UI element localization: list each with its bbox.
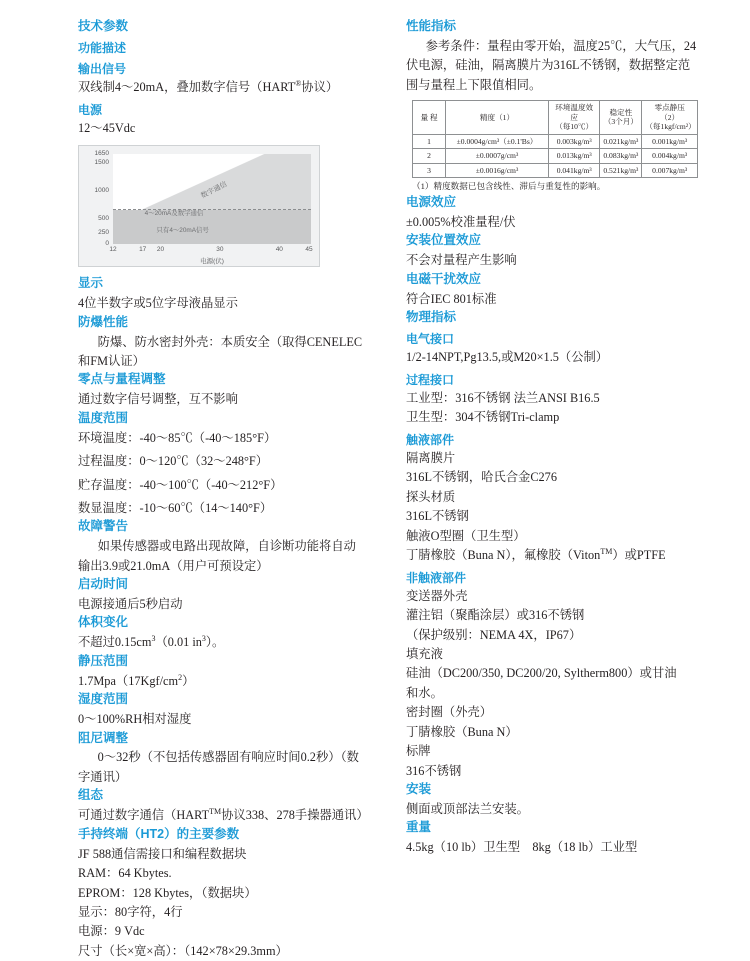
fill-fluid-value-cont: 和水。	[406, 685, 443, 700]
ambient-temperature: 环境温度：-40～85℃（-40～185°F）	[78, 430, 277, 445]
installation-text: 侧面或顶部法兰安装。	[406, 801, 529, 816]
viton-sup: TM	[600, 546, 613, 556]
mounting-position-effect-text: 不会对量程产生影响	[406, 253, 517, 268]
hart-trademark-sup: ®	[295, 79, 302, 89]
table-cell-r2c2: ±0.0007g/cm³	[446, 149, 549, 163]
power-supply-value: 12～45Vdc	[78, 120, 136, 135]
configuration-text	[78, 806, 378, 825]
handheld-power: 电源：9 Vdc	[78, 924, 145, 939]
chart-x-axis	[109, 246, 313, 256]
section-title-weight: 重量	[406, 820, 432, 835]
wetted-diaphragm-material: 316L不锈钢，哈氏合金C276	[406, 470, 557, 485]
performance-line2: 伏电源，硅油，隔离膜片为316L不锈钢，数据整定范	[406, 58, 691, 73]
left-column	[78, 18, 378, 961]
section-title-temperature-range: 温度范围	[78, 410, 129, 425]
table-cell-r3c2: ±0.0016g/cm³	[446, 163, 549, 177]
table-header-temp-effect	[549, 101, 600, 134]
table-cell-r3c3: 0.041kg/m³	[549, 163, 600, 177]
chart-annotation-digital: 数字通信	[200, 180, 229, 200]
zero-span-adjust-text: 通过数字信号调整，互不影响	[78, 392, 238, 407]
performance-line3: 围与量程上下限值相同。	[406, 77, 542, 92]
table-cell-r3c5: 0.007kg/m³	[642, 163, 698, 177]
process-connection-sanitary: 卫生型：304不锈钢Tri-clamp	[406, 410, 560, 425]
chart-xtick-2: 20	[156, 246, 165, 254]
volume-change-b: （0.01 in	[155, 635, 202, 650]
static-pressure-sup: 2	[178, 672, 183, 682]
table-row	[413, 149, 698, 163]
fault-alarm-line1: 如果传感器或电路出现故障，自诊断功能将自动	[97, 539, 356, 554]
table-header-zero-static-sub: （每1kgf/cm²）	[645, 122, 696, 132]
chart-xtick-5: 45	[305, 246, 313, 254]
power-effect-text: ±0.005%校准量程/伏	[406, 214, 516, 229]
table-row	[413, 163, 698, 177]
subsection-electrical-connection: 电气接口	[406, 331, 455, 346]
weight-text: 4.5kg（10 lb）卫生型 8kg（18 lb）工业型	[406, 840, 638, 855]
configuration-a: 可通过数字通信（HART	[78, 808, 210, 823]
chart-ytick-5: 0	[105, 239, 109, 247]
seal-material: 丁腈橡胶（Buna N）	[406, 724, 518, 739]
chart-ytick-0: 1650	[94, 150, 109, 158]
power-supply-chart	[78, 145, 320, 267]
wetted-oring-a: 丁腈橡胶（Buna N），氟橡胶（Viton	[406, 548, 601, 563]
section-title-volume-change: 体积变化	[78, 615, 129, 630]
table-cell-r1c3: 0.003kg/m³	[549, 134, 600, 148]
section-title-installation: 安装	[406, 782, 432, 797]
section-title-emi-effect: 电磁干扰效应	[406, 271, 482, 286]
emi-effect-text: 符合IEC 801标准	[406, 291, 497, 306]
table-header-accuracy: 精度（1）	[446, 101, 549, 134]
section-title-static-pressure: 静压范围	[78, 653, 129, 668]
performance-line1: 参考条件：量程由零开始，温度25℃，大气压，24	[425, 38, 697, 53]
output-signal-text-b: 协议）	[301, 80, 339, 95]
table-cell-r2c4: 0.083kg/m³	[600, 149, 642, 163]
table-cell-r1c4: 0.021kg/m³	[600, 134, 642, 148]
static-pressure-b: ）	[182, 673, 195, 688]
electrical-connection-text: 1/2-14NPT,Pg13.5,或M20×1.5（公制）	[406, 350, 609, 365]
table-cell-r2c1: 2	[413, 149, 446, 163]
chart-xtick-1: 17	[139, 246, 147, 254]
wetted-oring-b: ）或PTFE	[612, 548, 666, 563]
display-temperature: 数显温度：-10～60℃（14～140°F）	[78, 500, 273, 515]
display-text: 4位半数字或5位字母液晶显示	[78, 296, 238, 311]
volume-change-sup2: 3	[201, 634, 206, 644]
subsection-process-connection: 过程接口	[406, 372, 455, 387]
table-cell-r3c4: 0.521kg/m³	[600, 163, 642, 177]
subsection-function-description: 功能描述	[78, 40, 127, 55]
section-title-technical-parameters: 技术参数	[78, 19, 129, 33]
section-title-startup-time: 启动时间	[78, 577, 129, 592]
table-cell-r2c3: 0.013kg/m³	[549, 149, 600, 163]
table-header-row	[413, 101, 698, 134]
chart-threshold-line	[113, 209, 311, 210]
volume-change-text	[78, 633, 378, 652]
probe-material-label: 探头材质	[406, 489, 456, 504]
handheld-line1: JF 588通信需接口和编程数据块	[78, 846, 247, 861]
static-pressure-text	[78, 672, 378, 691]
probe-material-value: 316L不锈钢	[406, 509, 469, 524]
section-title-fault-alarm: 故障警告	[78, 519, 129, 534]
process-connection-industrial: 工业型：316不锈钢 法兰ANSI B16.5	[406, 390, 600, 405]
volume-change-a: 不超过0.15cm	[78, 635, 152, 650]
humidity-range-text: 0～100%RH相对湿度	[78, 712, 192, 727]
chart-plot-area	[113, 154, 311, 244]
section-title-mounting-position-effect: 安装位置效应	[406, 233, 482, 248]
subsection-power-supply: 电源	[78, 102, 103, 117]
handheld-display: 显示：80字符，4行	[78, 904, 183, 919]
performance-spec-table	[412, 100, 698, 178]
section-title-performance: 性能指标	[406, 19, 457, 33]
table-header-temp-effect-sub: （每10℃）	[555, 122, 594, 132]
configuration-b: 协议338、278手操器通讯）	[221, 808, 369, 823]
table-cell-r1c5: 0.001kg/m³	[642, 134, 698, 148]
two-column-layout	[78, 18, 724, 961]
configuration-sup: TM	[209, 807, 222, 817]
section-title-physical-spec: 物理指标	[406, 310, 457, 325]
storage-temperature: 贮存温度：-40～100℃（-40～212°F）	[78, 477, 283, 492]
table-cell-r3c1: 3	[413, 163, 446, 177]
chart-xtick-0: 12	[109, 246, 117, 254]
damping-line1: 0～32秒（不包括传感器固有响应时间0.2秒）（数	[97, 750, 359, 765]
handheld-dimensions: 尺寸（长×宽×高）：（142×78×29.3mm）	[78, 943, 288, 958]
housing-material: 灌注铝（聚酯涂层）或316不锈钢	[406, 608, 585, 623]
section-title-explosion-proof: 防爆性能	[78, 314, 129, 329]
section-title-handheld-terminal: 手持终端（HT2）的主要参数	[78, 826, 240, 841]
chart-ytick-2: 1000	[94, 187, 109, 195]
chart-xtick-3: 30	[216, 246, 224, 254]
chart-region-analog	[113, 210, 311, 244]
table-header-zero-static	[642, 101, 698, 134]
chart-annotation-both: 4～20mA及数字通信	[144, 210, 204, 218]
wetted-oring-material	[406, 546, 706, 565]
table-header-stability-main: 稳定性	[609, 107, 633, 117]
chart-y-axis	[79, 150, 111, 247]
damping-line2: 字通讯）	[78, 769, 128, 784]
table-row	[413, 134, 698, 148]
table-cell-r1c2: ±0.0004g/cm³（±0.1'Bs）	[446, 134, 549, 148]
output-signal-text	[78, 78, 378, 97]
table-header-zero-static-main: 零点静压（2）	[654, 103, 685, 122]
chart-x-axis-label: 电源(伏)	[200, 258, 224, 266]
static-pressure-a: 1.7Mpa（17Kgf/cm	[78, 673, 179, 688]
table-cell-r2c5: 0.004kg/m³	[642, 149, 698, 163]
housing-protection: （保护级别：NEMA 4X，IP67）	[406, 627, 582, 642]
table-header-stability-sub: （3个月）	[603, 117, 638, 127]
nameplate-material: 316不锈钢	[406, 763, 462, 778]
handheld-eprom: EPROM：128 Kbytes，（数据块）	[78, 885, 257, 900]
startup-time-text: 电源接通后5秒启动	[78, 597, 183, 612]
chart-xtick-4: 40	[275, 246, 283, 254]
subsection-non-wetted-parts: 非触液部件	[406, 570, 467, 585]
chart-ytick-3: 500	[98, 215, 109, 223]
table-header-temp-effect-main: 环境温度效应	[555, 103, 594, 122]
section-title-power-effect: 电源效应	[406, 195, 457, 210]
table-header-stability	[600, 101, 642, 134]
wetted-diaphragm-label: 隔离膜片	[406, 450, 456, 465]
section-title-damping-adjust: 阻尼调整	[78, 730, 129, 745]
section-title-display: 显示	[78, 276, 104, 291]
nameplate-label: 标牌	[406, 744, 431, 759]
subsection-wetted-parts: 触液部件	[406, 432, 455, 447]
subsection-output-signal: 输出信号	[78, 62, 127, 77]
housing-label: 变送器外壳	[406, 588, 468, 603]
table-header-range: 量 程	[413, 101, 446, 134]
chart-ytick-1: 1500	[94, 158, 109, 166]
volume-change-c: ）。	[205, 635, 225, 650]
volume-change-sup1: 3	[151, 634, 156, 644]
chart-annotation-analog-only: 只有4～20mA信号	[156, 226, 209, 234]
seal-label: 密封圈（外壳）	[406, 705, 493, 720]
table-footnote: （1）精度数据已包含线性、滞后与重复性的影响。	[412, 181, 606, 192]
chart-ytick-4: 250	[98, 229, 109, 237]
process-temperature: 过程温度：0～120℃（32～248°F）	[78, 454, 269, 469]
section-title-zero-span-adjust: 零点与量程调整	[78, 372, 166, 387]
handheld-ram: RAM：64 Kbytes.	[78, 866, 172, 881]
fill-fluid-label: 填充液	[406, 647, 443, 661]
output-signal-text-a: 双线制4～20mA，叠加数字信号（HART	[78, 80, 296, 95]
fill-fluid-value: 硅油（DC200/350, DC200/20, Syltherm800）或甘油	[406, 666, 677, 681]
right-column	[406, 18, 706, 858]
explosion-proof-line1: 防爆、防水密封外壳：本质安全（取得CENELEC	[97, 334, 363, 349]
fault-alarm-line2: 输出3.9或21.0mA（用户可预设定）	[78, 558, 269, 573]
wetted-oring-label: 触液O型圈（卫生型）	[406, 528, 526, 543]
explosion-proof-line2: 和FM认证）	[78, 354, 145, 369]
table-cell-r1c1: 1	[413, 134, 446, 148]
section-title-configuration: 组态	[78, 788, 104, 803]
section-title-humidity-range: 湿度范围	[78, 692, 129, 707]
